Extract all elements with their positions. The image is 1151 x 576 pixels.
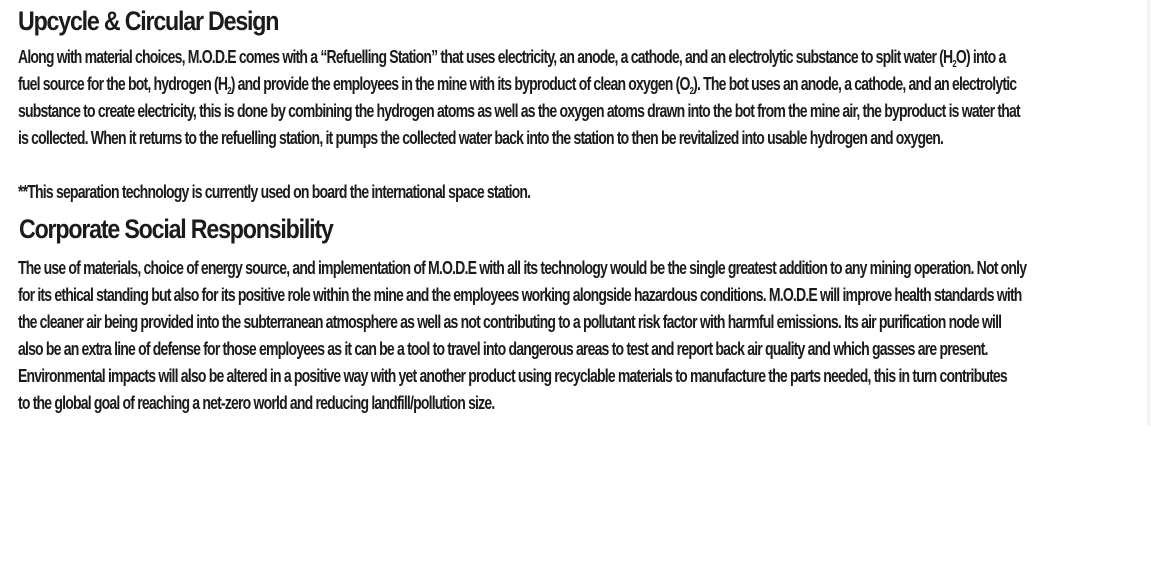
csr-paragraph [18, 255, 1026, 417]
upcycle-paragraph [18, 44, 1020, 152]
csr-line: also be an extra line of defense for those employees as it can be a tool to travel into dangerous areas to test and report back air quality and which gasses are present. [18, 339, 988, 359]
upcycle-line-2: fuel source for the bot, hydrogen $(H_2)$ and provide the employees in the mine with its byproduct of clean oxygen $(O_2)$. The bot uses an anode, a cathode, and an electrolytic [18, 74, 1017, 97]
csr-line: The use of materials, choice of energy source, and implementation of M.O.D.E with all its technology would be the single greatest addition to any mining operation. Not only [18, 258, 1027, 278]
upcycle-heading: Upcycle & Circular Design [18, 6, 279, 36]
csr-line: for its ethical standing but also for its positive role within the mine and the employees working alongside hazardous conditions. M.O.D.E will improve health standards with [18, 285, 1022, 305]
technology-footnote: **This separation technology is currently used on board the international space station. [18, 182, 531, 202]
upcycle-line-3: substance to create electricity, this is done by combining the hydrogen atoms as well as the oxygen atoms drawn into the bot from the mine air, the byproduct is water that [18, 101, 1020, 121]
upcycle-line-1: Along with material choices, M.O.D.E comes with a “Refuelling Station” that uses electricity, an anode, a cathode, and an electrolytic substance to split water $(H_2O)$ into a [18, 47, 1006, 70]
upcycle-line-4: is collected. When it returns to the refuelling station, it pumps the collected water back into the station to then be revitalized into usable hydrogen and oxygen. [18, 128, 944, 148]
page-edge-divider [1147, 0, 1151, 426]
csr-heading: Corporate Social Responsibility [19, 214, 333, 244]
csr-line: Environmental impacts will also be altered in a positive way with yet another product using recyclable materials to manufacture the parts needed, this in turn contributes [18, 366, 1007, 386]
csr-line: the cleaner air being provided into the subterranean atmosphere as well as not contributing to a pollutant risk factor with harmful emissions. Its air purification node will [18, 312, 1002, 332]
csr-line: to the global goal of reaching a net-zero world and reducing landfill/pollution size. [18, 393, 495, 413]
